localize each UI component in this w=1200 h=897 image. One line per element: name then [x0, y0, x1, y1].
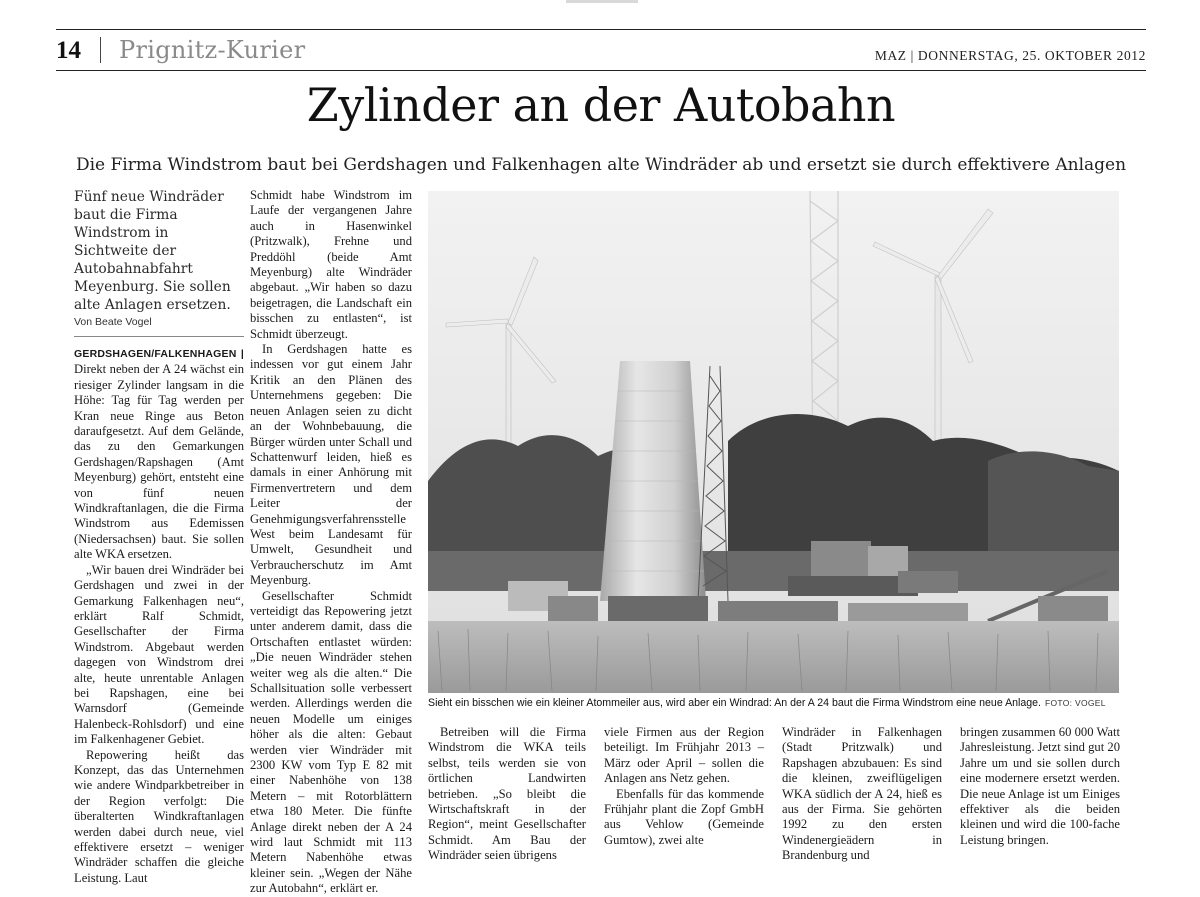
header-divider — [100, 37, 101, 63]
article-column-3 — [428, 725, 586, 863]
byline-rule — [74, 336, 244, 337]
column-paragraph: GERDSHAGEN/FALKENHAGEN | Direkt neben der A 24 wächst ein riesiger Zylinder langsam in die Höhe: Tag für Tag werden per Kran neue Ringe aus Beton daraufgesetzt. Auf dem Gelände, das zu den Gemarkungen Gerdshagen/Rapshagen (Amt Meyenburg) gehört, entsteht eine von fünf neuen Windkraftanlagen, die die Firma Windstrom aus Edemissen (Niedersachsen) baut. Sie sollen alte WKA ersetzen. — [74, 348, 244, 562]
article-photo — [428, 191, 1119, 693]
issue-dateline: MAZ | DONNERSTAG, 25. OKTOBER 2012 — [874, 48, 1146, 63]
article-headline: Zylinder an der Autobahn — [306, 78, 896, 132]
column-paragraph: Ebenfalls für das kommende Frühjahr plant die Zopf GmbH aus Vehlow (Gemeinde Gumtow), zwei alte — [604, 786, 764, 847]
column-paragraph: bringen zusammen 60 000 Watt Jahresleistung. Jetzt sind gut 20 Jahre um und sie sollen durch eine modernere ersetzt werden. Die neue Anlage ist um Einiges effektiver als die beiden kleinen und wird die 100-fache Leistung bringen. — [960, 725, 1120, 847]
column-paragraph: Schmidt habe Windstrom im Laufe der vergangenen Jahre auch in Hasenwinkel (Pritzwalk), Frehne und Preddöhl (beide Amt Meyenburg) alte Windräder abgebaut. „Wir haben so dazu beigetragen, die Landschaft ein bisschen zu entlasten“, ist Schmidt überzeugt. — [250, 188, 412, 341]
column-paragraph: Betreiben will die Firma Windstrom die WKA teils selbst, teils werden sie von örtlichen Landwirten betrieben. „So bleibt die Wirtschaftskraft in der Region“, meint Gesellschafter Schmidt. Am Bau der Windräder seien übrigens — [428, 725, 586, 863]
article-column-2 — [250, 188, 412, 896]
page-number: 14 — [56, 37, 81, 64]
column-paragraph: viele Firmen aus der Region beteiligt. Im Frühjahr 2013 – März oder April – sollen die Anlagen ans Netz gehen. — [604, 725, 764, 786]
article-column-4 — [604, 725, 764, 847]
article-column-5 — [782, 725, 942, 863]
article-lead: Fünf neue Windräder baut die Firma Windstrom in Sichtweite der Autobahnabfahrt Meyenburg. Sie sollen alte Anlagen ersetzen. — [74, 189, 231, 313]
byline: Von Beate Vogel — [74, 316, 152, 328]
photo-credit: FOTO: VOGEL — [1045, 698, 1106, 708]
photo-caption: Sieht ein bisschen wie ein kleiner Atommeiler aus, wird aber ein Windrad: An der A 24 baut die Firma Windstrom eine neue Anlage. FOTO: VOGEL — [428, 697, 1106, 709]
header-rule-bottom — [56, 70, 1146, 71]
column-paragraph: Gesellschafter Schmidt verteidigt das Repowering jetzt unter anderem damit, dass die Ortschaften entlastet würden: „Die neuen Windräder stehen weiter weg als die alten.“ Die Schallsituation solle verbessert werden. Allerdings werden die neuen Modelle um einiges höher als die alten: Gebaut werden vier Windräder mit 2300 KW vom Typ E 82 mit einer Nabenhöhe von 138 Metern – mit Rotorblättern etwa 180 Meter. Die fünfte Anlage direkt neben der A 24 wird laut Schmidt mit 113 Metern Nabenhöhe etwas kleiner sein. „Wegen der Nähe zur Autobahn“, erklärt er. — [250, 588, 412, 896]
column-paragraph: Windräder in Falkenhagen (Stadt Pritzwalk) und Rapshagen abzubauen: Es sind die kleinen, zweiflügeligen WKA südlich der A 24, hieß es aus der Firma. Sie gehörten 1992 zu den ersten Windenergieädern in Brandenburg und — [782, 725, 942, 863]
column-paragraph: „Wir bauen drei Windräder bei Gerdshagen und zwei in der Gemarkung Falkenhagen neu“, erklärt Ralf Schmidt, Gesellschafter der Firma Windstrom. Abgebaut werden dagegen von Windstrom drei alte, heute unrentable Anlagen bei Rapshagen, eine bei Warnsdorf (Gemeinde Halenbeck-Rohlsdorf) und eine im Falkenhagener Gebiet. — [74, 562, 244, 747]
article-column-1 — [74, 346, 244, 885]
section-title: Prignitz-Kurier — [119, 36, 306, 64]
header-rule-top — [56, 29, 1146, 30]
article-subheadline: Die Firma Windstrom baut bei Gerdshagen und Falkenhagen alte Windräder ab und ersetzt sie durch effektivere Anlagen — [75, 155, 1127, 175]
column-paragraph: Repowering heißt das Konzept, das das Unternehmen wie andere Windparkbetreiber in der Region verfolgt: Die überalterten Windkraftanlagen werden dabei durch neue, viel effektivere ersetzt – weniger Windräder schaffen die gleiche Leistung. Laut — [74, 747, 244, 885]
scroll-indicator — [566, 0, 638, 3]
location-tag: GERDSHAGEN/FALKENHAGEN | — [74, 348, 244, 360]
article-column-6 — [960, 725, 1120, 847]
column-paragraph: In Gerdshagen hatte es indessen vor gut einem Jahr Kritik an den Plänen des Unternehmens gegeben: Die neuen Anlagen seien zu dicht an der Wohnbebauung, die Bürger würden unter Schall und Schattenwurf leiden, hieß es damals in einer Anhörung mit Firmenvertretern und dem Leiter der Genehmigungsverfahrensstelle West beim Landesamt für Umwelt, Gesundheit und Verbraucherschutz im Amt Meyenburg. — [250, 342, 412, 588]
